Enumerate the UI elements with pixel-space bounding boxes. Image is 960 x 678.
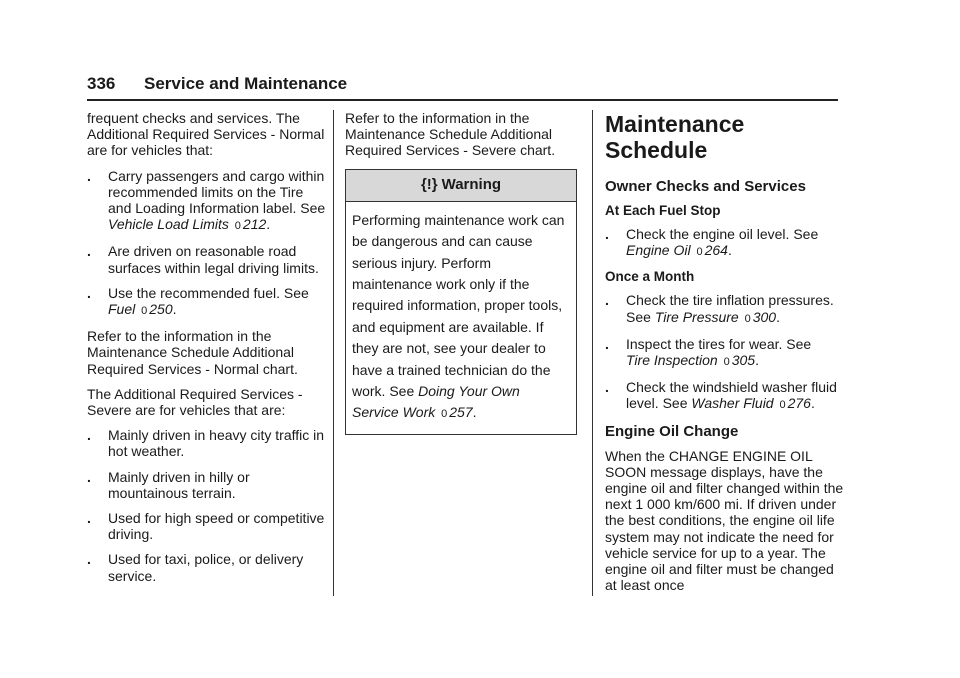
list-item: . Mainly driven in hilly or mountainous terrain. (87, 468, 250, 501)
page-ref-arrow-icon: 0 (723, 356, 730, 369)
page-reference[interactable]: 264 (704, 242, 728, 259)
cross-reference-link[interactable]: Engine Oil (626, 242, 691, 259)
cross-reference-link[interactable]: Fuel (108, 301, 136, 318)
list-item: . Carry passengers and cargo within recommended limits on the Tire and Loading Information label. See Vehicle Load Limits 0 212. (87, 167, 326, 233)
list-item: . Check the engine oil level. See Engine Oil 0 264. (605, 226, 819, 259)
page-reference[interactable]: 250 (149, 301, 173, 318)
cross-reference-link[interactable]: Tire Pressure (654, 308, 739, 325)
owner-checks-heading: Owner Checks and Services (605, 178, 806, 195)
bullet-marker: . (605, 226, 609, 242)
warning-icon: {!} (420, 175, 438, 193)
oil-change-heading: Engine Oil Change (605, 422, 739, 440)
warning-body: Performing maintenance work can be dangerous and can cause serious injury. Perform maintenance work only if the required information, proper tools, and equipment are available. If they are not, see your dealer to have a trained technician do the work. See Doing Your Own Service Work 0 257. (352, 211, 565, 421)
column-divider-1 (333, 110, 334, 596)
column-divider-2 (592, 110, 593, 596)
bullet-marker: . (87, 167, 91, 184)
cross-reference-link[interactable]: Vehicle Load Limits (108, 216, 229, 233)
list-item: . Mainly driven in heavy city traffic in hot weather. (87, 427, 325, 460)
list-item: . Inspect the tires for wear. See Tire Inspection 0 305. (605, 335, 812, 369)
page-reference[interactable]: 212 (242, 216, 267, 233)
bullet-marker: . (87, 243, 91, 260)
oil-change-paragraph: When the CHANGE ENGINE OIL SOON message displays, have the engine oil and filter changed within the next 1 000 km/600 mi. If driven under the best conditions, the engine oil life system may not indicate the need for vehicle service for up to a year. The engine oil and filter must be changed at least once (605, 447, 844, 594)
page-ref-arrow-icon: 0 (744, 312, 751, 325)
column-3 (605, 110, 845, 602)
page-number: 336 (87, 74, 116, 93)
intro-paragraph: frequent checks and services. The Additional Required Services - Normal are for vehicles that: (87, 110, 325, 159)
cross-reference-link[interactable]: Tire Inspection (626, 352, 718, 369)
chapter-title: Maintenance Schedule (605, 111, 745, 163)
bullet-marker: . (605, 335, 609, 352)
bullet-marker: . (87, 468, 91, 485)
bullet-marker: . (87, 551, 91, 568)
header-rule (87, 99, 838, 101)
list-item: . Used for taxi, police, or delivery service. (87, 551, 304, 584)
bullet-marker: . (605, 379, 609, 396)
list-item: . Check the tire inflation pressures. See Tire Pressure 0 300. (605, 292, 834, 325)
warning-box (345, 169, 577, 435)
page-ref-arrow-icon: 0 (234, 220, 241, 233)
list-item: . Used for high speed or competitive driving. (87, 510, 325, 543)
bullet-marker: . (87, 427, 91, 444)
page-ref-arrow-icon: 0 (779, 399, 786, 412)
page-ref-arrow-icon: 0 (141, 305, 148, 318)
fuel-stop-heading: At Each Fuel Stop (605, 203, 721, 218)
column-1 (87, 110, 327, 593)
list-item: . Are driven on reasonable road surfaces within legal driving limits. (87, 243, 319, 276)
page-reference[interactable]: 305 (731, 352, 756, 369)
bullet-marker: . (87, 510, 91, 527)
monthly-heading: Once a Month (605, 269, 695, 285)
severe-refer-paragraph: Refer to the information in the Maintenance Schedule Additional Required Services - Severe chart. (345, 110, 556, 159)
cross-reference-link[interactable]: Doing Your Own Service Work (352, 383, 520, 421)
page-reference[interactable]: 276 (787, 395, 811, 412)
column-2 (345, 110, 585, 435)
warning-header (346, 170, 576, 202)
page-reference[interactable]: 300 (752, 308, 777, 325)
severe-intro-paragraph: The Additional Required Services - Severe are for vehicles that are: (87, 385, 303, 419)
section-title: Service and Maintenance (144, 74, 348, 93)
cross-reference-link[interactable]: Washer Fluid (691, 395, 774, 412)
page-ref-arrow-icon: 0 (441, 408, 448, 421)
page-ref-arrow-icon: 0 (696, 246, 703, 259)
normal-refer-paragraph: Refer to the information in the Maintenance Schedule Additional Required Services - Normal chart. (87, 328, 298, 377)
page-reference[interactable]: 257 (449, 404, 473, 421)
bullet-marker: . (87, 284, 91, 301)
warning-title: Warning (441, 175, 502, 193)
list-item: . Check the windshield washer fluid level. See Washer Fluid 0 276. (605, 379, 837, 412)
list-item: . Use the recommended fuel. See Fuel 0 250. (87, 284, 309, 318)
bullet-marker: . (605, 292, 609, 309)
